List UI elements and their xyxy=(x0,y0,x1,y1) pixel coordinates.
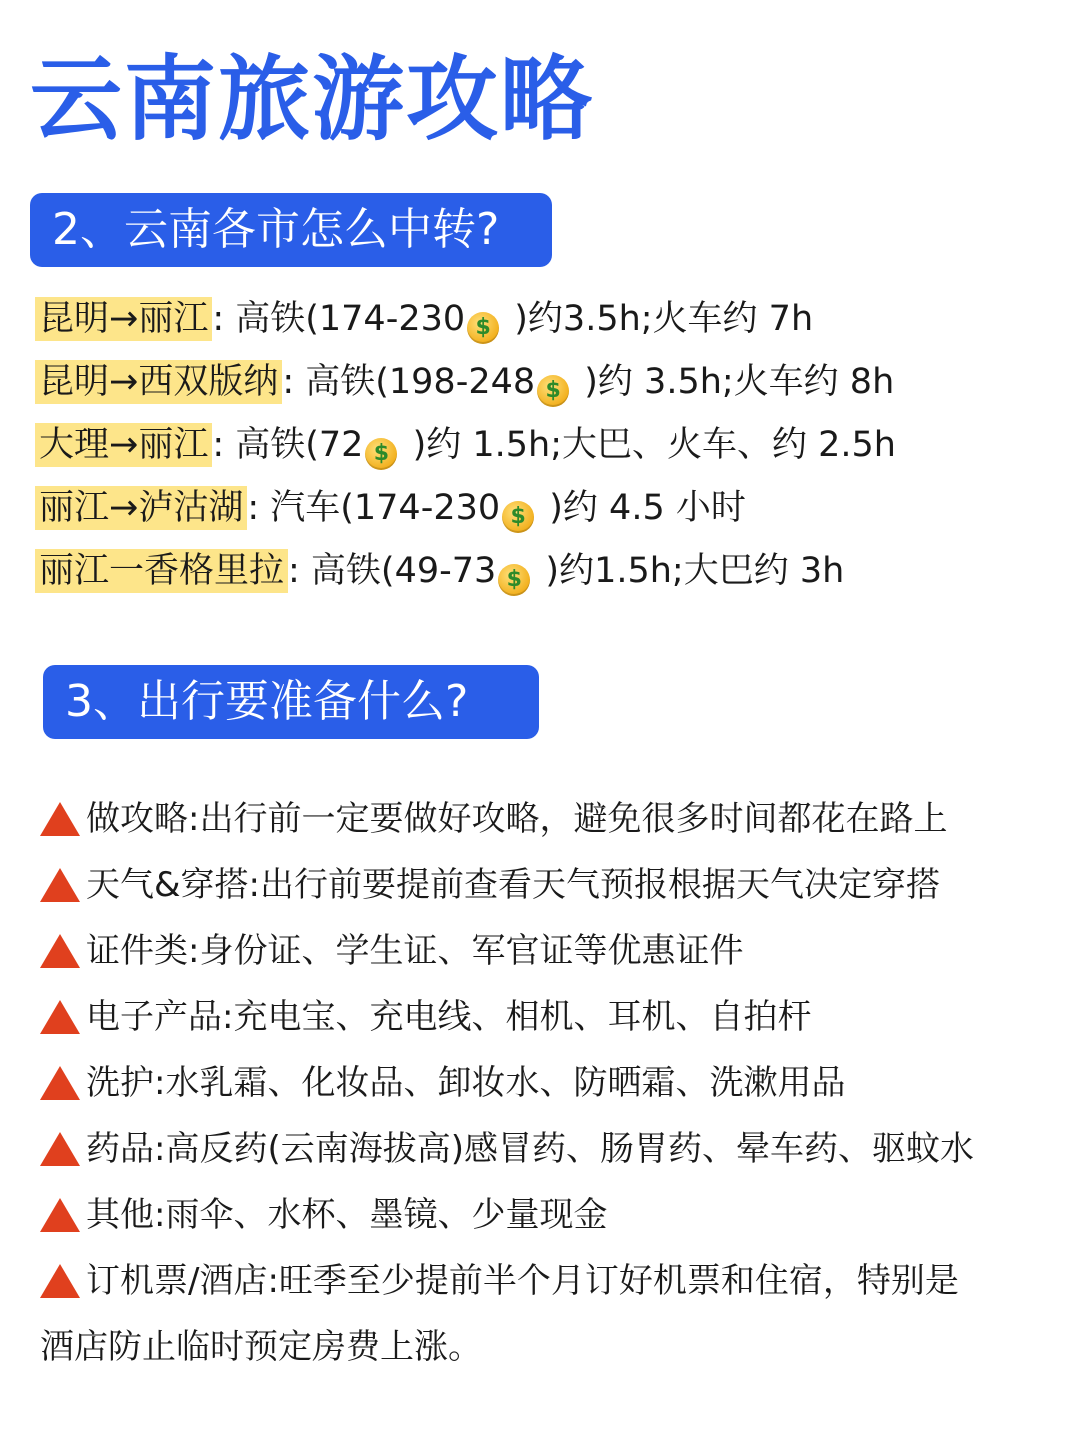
route-duration: )约 1.5h;大巴、火车、约 2.5h xyxy=(401,425,896,465)
route-row xyxy=(35,351,1055,414)
route-row xyxy=(35,477,1055,540)
list-item-text: 天气&穿搭:出行前要提前查看天气预报根据天气决定穿搭 xyxy=(86,865,940,905)
route-name: 大理→丽江 xyxy=(35,423,212,467)
list-item xyxy=(40,918,1050,984)
warning-triangle-icon xyxy=(40,868,80,902)
warning-triangle-icon xyxy=(40,1264,80,1298)
warning-triangle-icon xyxy=(40,1198,80,1232)
route-price: : 高铁(174-230 xyxy=(212,299,466,339)
page-title: 云南旅游攻略 xyxy=(30,46,595,153)
money-bag-icon: $ xyxy=(467,312,499,344)
route-price: : 高铁(49-73 xyxy=(288,551,497,591)
list-item xyxy=(40,1050,1050,1116)
money-bag-icon: $ xyxy=(365,438,397,470)
warning-triangle-icon xyxy=(40,1000,80,1034)
list-item-text: 药品:高反药(云南海拔高)感冒药、肠胃药、晕车药、驱蚊水 xyxy=(86,1129,974,1169)
route-price: : 高铁(198-248 xyxy=(282,362,536,402)
warning-triangle-icon xyxy=(40,1066,80,1100)
route-duration: )约 4.5 小时 xyxy=(538,488,746,528)
route-duration: )约1.5h;大巴约 3h xyxy=(534,551,845,591)
list-item-text: 订机票/酒店:旺季至少提前半个月订好机票和住宿，特别是 xyxy=(86,1261,959,1301)
section-heading-transfer: 2、云南各市怎么中转? xyxy=(30,193,552,267)
list-item xyxy=(40,1248,1050,1314)
money-bag-icon: $ xyxy=(498,564,530,596)
money-bag-icon: $ xyxy=(502,501,534,533)
route-list xyxy=(35,288,1055,603)
list-item xyxy=(40,1116,1050,1182)
list-item xyxy=(40,852,1050,918)
route-name: 昆明→西双版纳 xyxy=(35,360,282,404)
route-duration: )约 3.5h;火车约 8h xyxy=(573,362,895,402)
route-name: 昆明→丽江 xyxy=(35,297,212,341)
route-row xyxy=(35,540,1055,603)
list-item-text: 洗护:水乳霜、化妆品、卸妆水、防晒霜、洗漱用品 xyxy=(86,1063,846,1103)
route-duration: )约3.5h;火车约 7h xyxy=(503,299,814,339)
list-item-text: 证件类:身份证、学生证、军官证等优惠证件 xyxy=(86,931,744,971)
route-name: 丽江一香格里拉 xyxy=(35,549,288,593)
warning-triangle-icon xyxy=(40,802,80,836)
list-item xyxy=(40,1182,1050,1248)
warning-triangle-icon xyxy=(40,1132,80,1166)
list-item xyxy=(40,786,1050,852)
list-item-text: 电子产品:充电宝、充电线、相机、耳机、自拍杆 xyxy=(86,997,812,1037)
list-item xyxy=(40,984,1050,1050)
route-name: 丽江→泸沽湖 xyxy=(35,486,247,530)
route-row xyxy=(35,288,1055,351)
money-bag-icon: $ xyxy=(537,375,569,407)
route-price: : 汽车(174-230 xyxy=(247,488,501,528)
section-heading-prep: 3、出行要准备什么? xyxy=(43,665,539,739)
prep-list xyxy=(40,786,1050,1380)
route-row xyxy=(35,414,1055,477)
list-item-text: 做攻略:出行前一定要做好攻略，避免很多时间都花在路上 xyxy=(86,799,948,839)
route-price: : 高铁(72 xyxy=(212,425,364,465)
list-item-text: 其他:雨伞、水杯、墨镜、少量现金 xyxy=(86,1195,608,1235)
list-item-continuation: 酒店防止临时预定房费上涨。 xyxy=(40,1327,482,1367)
warning-triangle-icon xyxy=(40,934,80,968)
